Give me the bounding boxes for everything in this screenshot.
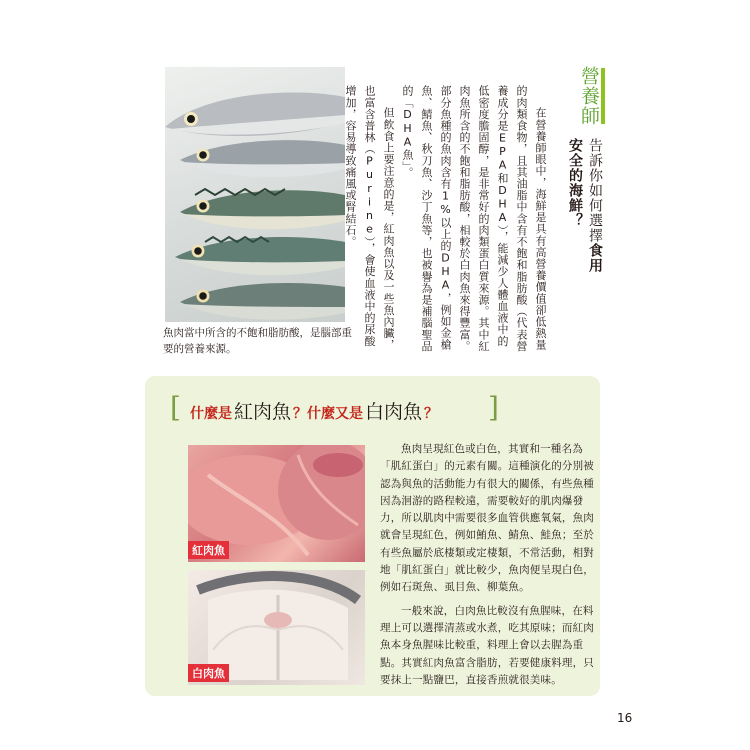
- fish-1: [165, 92, 345, 136]
- page-number: 16: [617, 711, 633, 725]
- title-part: ？: [424, 406, 439, 422]
- heading-tag: 營養師: [578, 66, 600, 126]
- title-part: 什麼是: [190, 406, 232, 422]
- article-body: [341, 85, 550, 355]
- fish-5: [180, 283, 345, 320]
- white-fish-photo: [188, 570, 365, 685]
- red-fish-label: 紅肉魚: [188, 541, 229, 559]
- title-red-fish: 紅肉魚: [234, 401, 292, 423]
- article-heading: [557, 62, 617, 277]
- panel-text: [380, 441, 594, 691]
- photo-caption: 魚肉當中所含的不飽和脂肪酸，是腦部重要的營養來源。: [163, 327, 352, 355]
- red-fish-photo: [188, 445, 365, 562]
- body-paragraph: 在營養師眼中，海鮮是具有高營養價值卻低熱量的肉類食物，且其油脂中含有不飽和脂肪酸（代表營養成分是EPA和DHA），能減少人體血液中的低密度膽固醇，是非常好的肉類蛋白質來源。其中紅肉魚所含的不飽和脂肪酸，相較於白肉魚來得豐富。部分魚種的魚肉含有1%以上的DHA，例如金槍魚、鯖魚、秋刀魚、沙丁魚等，也被譽為是補腦聖品的「DHA魚」。: [401, 85, 547, 352]
- title-part: ？什麼又是: [293, 406, 364, 422]
- panel-title: [190, 397, 438, 425]
- bracket-close: ]: [488, 391, 499, 424]
- fish-photo: [165, 67, 345, 322]
- fish-2: [180, 140, 345, 177]
- fish-4: [175, 237, 345, 275]
- fish-3: [180, 189, 345, 229]
- bracket-open: [: [170, 391, 181, 424]
- subtitle-bold: 食用安全的海鮮？: [567, 138, 603, 273]
- white-fish-label: 白肉魚: [188, 664, 229, 682]
- panel-paragraph: 一般來說，白肉魚比較沒有魚腥味，在料理上可以選擇清蒸或水煮，吃其原味；而紅肉魚本身魚腥味比較重，料理上會以去腥為重點。其實紅肉魚富含脂肪，若要健康料理，只要抹上一點鹽巴，直接香煎就很美味。: [380, 604, 594, 686]
- body-paragraph: 但飲食上要注意的是，紅肉魚以及一些魚內臟，也富含普林（Purine），會使血液中的尿酸增加，容易導致痛風或腎結石。: [344, 85, 395, 351]
- heading-subtitle: [565, 138, 605, 277]
- title-white-fish: 白肉魚: [365, 401, 423, 423]
- subtitle-plain: 告訴你如何選擇: [587, 138, 603, 243]
- panel-paragraph: 魚肉呈現紅色或白色，其實和一種名為「肌紅蛋白」的元素有關。這種演化的分別被認為與魚的活動能力有很大的關係，有些魚種因為洄游的路程較遠，需要較好的肌肉爆發力，所以肌肉中需要很多血管供應氧氣，魚肉就會呈現紅色，例如鮪魚、鯖魚、鮭魚；至於有些魚屬於底棲類或定棲類，不常活動，相對地「肌紅蛋白」就比較少，魚肉便呈現白色，例如石斑魚、虱目魚、柳葉魚。: [380, 443, 594, 594]
